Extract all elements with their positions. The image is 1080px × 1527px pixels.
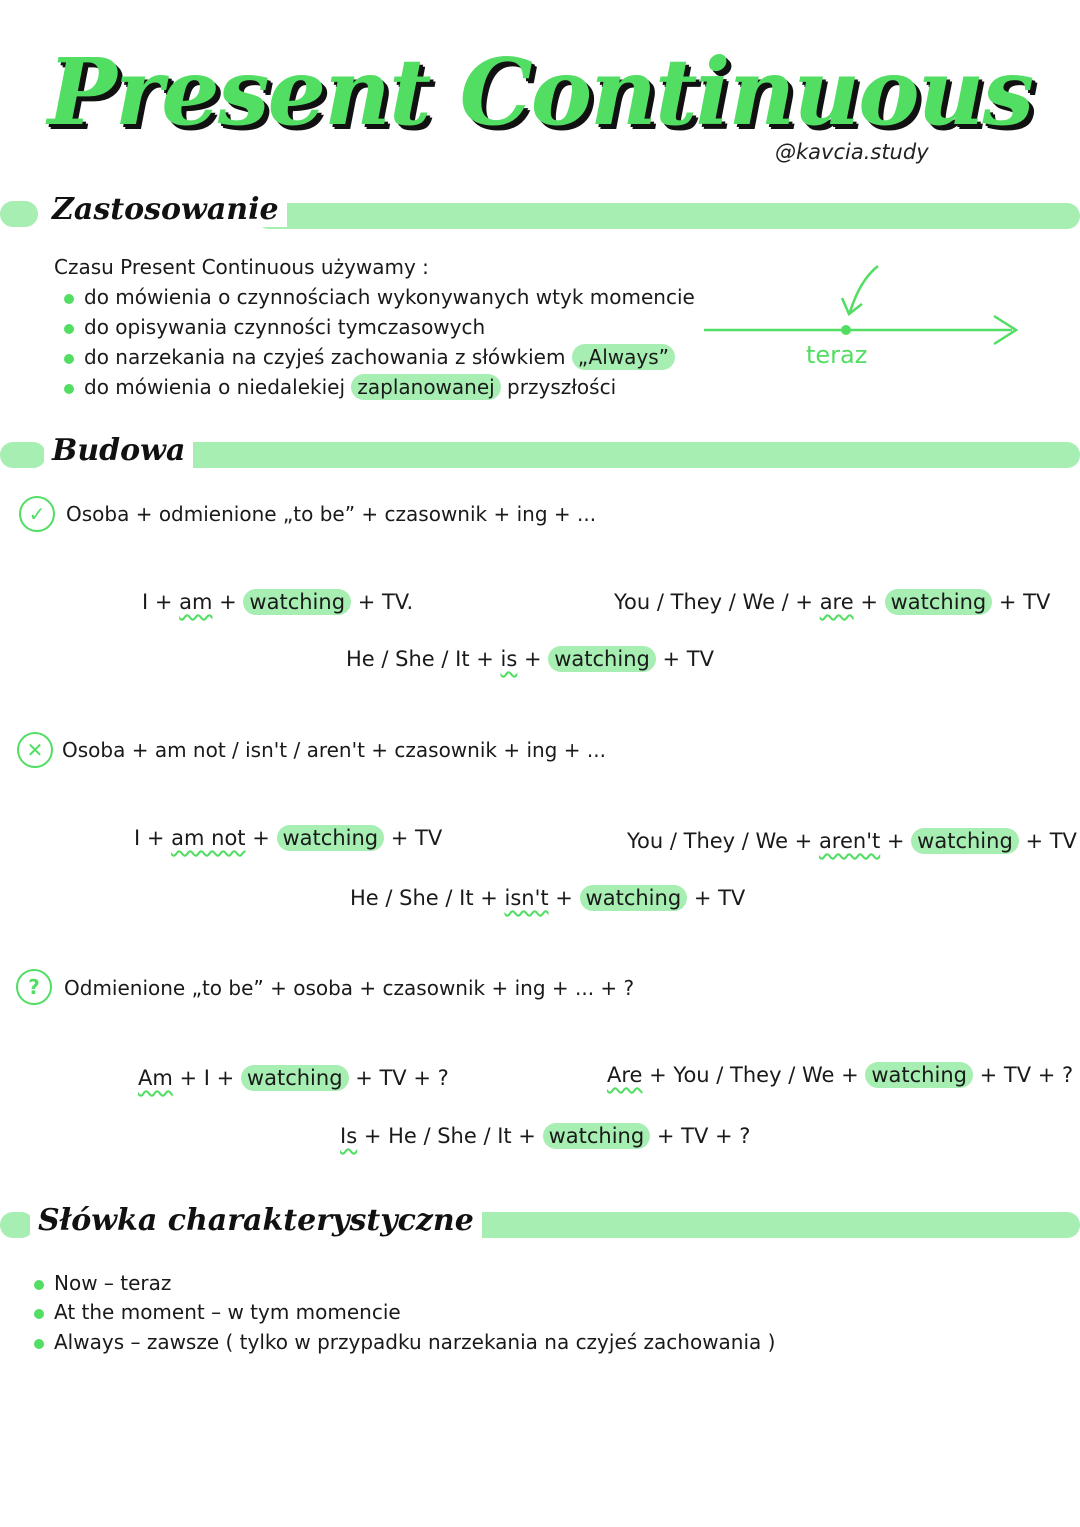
pointer-arrow-icon xyxy=(850,266,878,312)
negative-rule: Osoba + am not / isn't / aren't + czasownik + ing + ... xyxy=(62,738,606,762)
usage-item: do mówienia o czynnościach wykonywanych wtyk momencie xyxy=(64,285,695,309)
section-bar-left xyxy=(0,1212,34,1238)
example-sentence: I + am + watching + TV. xyxy=(142,590,414,614)
bullet-icon xyxy=(34,1280,44,1290)
example-sentence: He / She / It + is + watching + TV xyxy=(346,647,714,671)
example-sentence: I + am not + watching + TV xyxy=(134,826,443,850)
question-rule: Odmienione „to be” + osoba + czasownik + ing + ... + ? xyxy=(64,976,635,1000)
positive-rule: Osoba + odmienione „to be” + czasownik + ing + ... xyxy=(66,502,597,526)
section-heading-slowka: Słówka charakterystyczne xyxy=(30,1203,482,1238)
usage-item: do opisywania czynności tymczasowych xyxy=(64,315,485,339)
bullet-icon xyxy=(64,294,74,304)
example-sentence: You / They / We + aren't + watching + TV xyxy=(627,829,1077,853)
bullet-icon xyxy=(34,1309,44,1319)
section-bar-left xyxy=(0,442,46,468)
section-bar-right xyxy=(180,442,1080,468)
example-sentence: He / She / It + isn't + watching + TV xyxy=(350,886,746,910)
example-sentence: Is + He / She / It + watching + TV + ? xyxy=(340,1124,751,1148)
bullet-icon xyxy=(64,384,74,394)
timeline-diagram xyxy=(700,258,1030,348)
section-bar-right xyxy=(440,1212,1080,1238)
keyword-item: Now – teraz xyxy=(34,1271,171,1295)
usage-intro: Czasu Present Continuous używamy : xyxy=(54,255,429,279)
usage-item: do mówienia o niedalekiej zaplanowanej przyszłości xyxy=(64,375,616,399)
bullet-icon xyxy=(64,354,74,364)
page-title: Present Continuous xyxy=(47,38,1033,146)
example-sentence: You / They / We / + are + watching + TV xyxy=(614,590,1051,614)
timeline-label: teraz xyxy=(806,341,868,369)
section-bar-left xyxy=(0,201,38,227)
section-heading-budowa: Budowa xyxy=(44,433,193,468)
cross-icon: ✕ xyxy=(17,732,53,768)
section-heading-zastosowanie: Zastosowanie xyxy=(44,192,287,227)
check-icon: ✓ xyxy=(19,496,55,532)
example-sentence: Are + You / They / We + watching + TV + ? xyxy=(607,1063,1074,1087)
keyword-item: At the moment – w tym momencie xyxy=(34,1300,401,1324)
example-sentence: Am + I + watching + TV + ? xyxy=(138,1066,449,1090)
bullet-icon xyxy=(34,1339,44,1349)
keyword-item: Always – zawsze ( tylko w przypadku narzekania na czyjeś zachowania ) xyxy=(34,1330,775,1354)
timeline-now-dot xyxy=(841,325,851,335)
section-bar-right xyxy=(256,203,1080,229)
usage-item: do narzekania na czyjeś zachowania z słówkiem „Always” xyxy=(64,345,675,369)
author-handle: @kavcia.study xyxy=(775,140,929,164)
bullet-icon xyxy=(64,324,74,334)
question-icon: ? xyxy=(16,969,52,1005)
